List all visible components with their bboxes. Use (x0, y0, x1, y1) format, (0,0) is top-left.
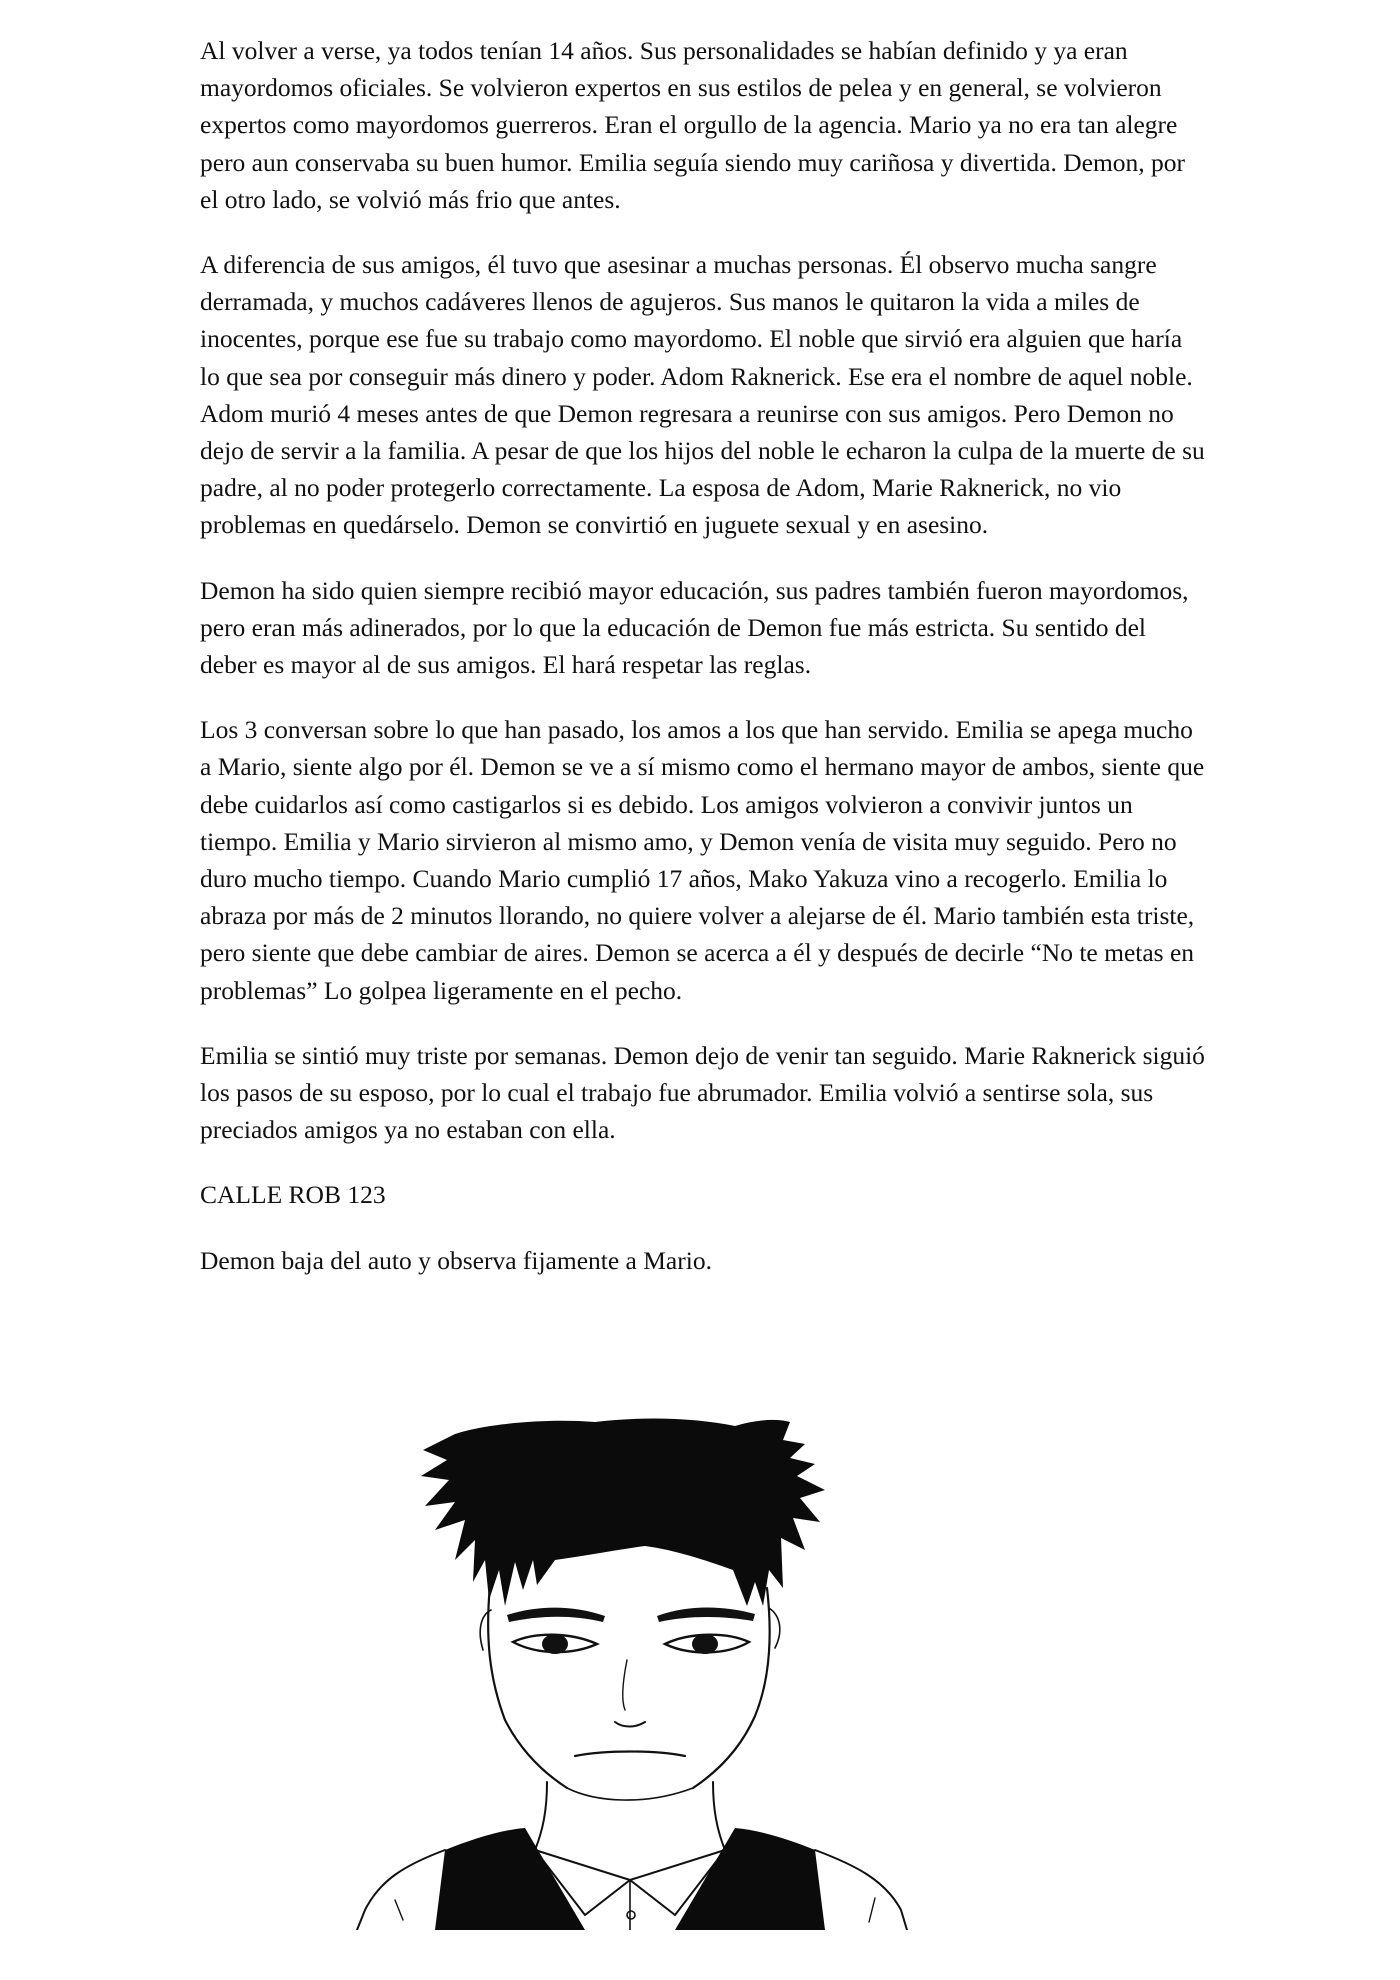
paragraph-4: Los 3 conversan sobre lo que han pasado, los amos a los que han servido. Emilia se apega mucho a Mario, siente algo por él. Demon se ve a sí mismo como el hermano mayor de ambos, siente que debe cuidarlos así como castigarlos si es debido. Los amigos volvieron a convivir juntos un tiempo. Emilia y Mario sirvieron al mismo amo, y Demon venía de visita muy seguido. Pero no duro mucho tiempo. Cuando Mario cumplió 17 años, Mako Yakuza vino a recogerlo. Emilia lo abraza por más de 2 minutos llorando, no quiere volver a alejarse de él. Mario también esta triste, pero siente que debe cambiar de aires. Demon se acerca a él y después de decirle “No te metas en problemas” Lo golpea ligeramente en el pecho. (200, 715, 1205, 1005)
demon-portrait-sketch (285, 1410, 1065, 1930)
paragraph-5: Emilia se sintió muy triste por semanas. Demon dejo de venir tan seguido. Marie Raknerick siguió los pasos de su esposo, por lo cual el trabajo fue abrumador. Emilia volvió a sentirse sola, sus preciados amigos ya no estaban con ella. (200, 1040, 1205, 1145)
story-text (200, 32, 1206, 1307)
nose-mouth (575, 1660, 685, 1756)
brows (507, 1608, 755, 1623)
eyes (513, 1634, 749, 1654)
paragraph-1: Al volver a verse, ya todos tenían 14 años. Sus personalidades se habían definido y ya eran mayordomos oficiales. Se volvieron expertos en sus estilos de pelea y en general, se volvieron expertos como mayordomos guerreros. Eran el orgullo de la agencia. Mario ya no era tan alegre pero aun conservaba su buen humor. Emilia seguía siendo muy cariñosa y divertida. Demon, por el otro lado, se volvió más frio que antes. (200, 36, 1186, 214)
closing-line: Demon baja del auto y observa fijamente a Mario. (200, 1245, 712, 1275)
location-heading: CALLE ROB 123 (200, 1180, 386, 1210)
paragraph-2: A diferencia de sus amigos, él tuvo que asesinar a muchas personas. Él observo mucha sangre derramada, y muchos cadáveres llenos de agujeros. Sus manos le quitaron la vida a miles de inocentes, porque ese fue su trabajo como mayordomo. El noble que sirvió era alguien que haría lo que sea por conseguir más dinero y poder. Adom Raknerick. Ese era el nombre de aquel noble. Adom murió 4 meses antes de que Demon regresara a reunirse con sus amigos. Pero Demon no dejo de servir a la familia. A pesar de que los hijos del noble le echaron la culpa de la muerte de su padre, al no poder protegerlo correctamente. La esposa de Adom, Marie Raknerick, no vio problemas en quedárselo. Demon se convirtió en juguete sexual y en asesino. (200, 250, 1205, 540)
paragraph-3: Demon ha sido quien siempre recibió mayor educación, sus padres también fueron mayordomos, pero eran más adinerados, por lo que la educación de Demon fue más estricta. Su sentido del deber es mayor al de sus amigos. El hará respetar las reglas. (200, 575, 1189, 680)
hair (421, 1419, 825, 1606)
neck (535, 1782, 725, 1850)
